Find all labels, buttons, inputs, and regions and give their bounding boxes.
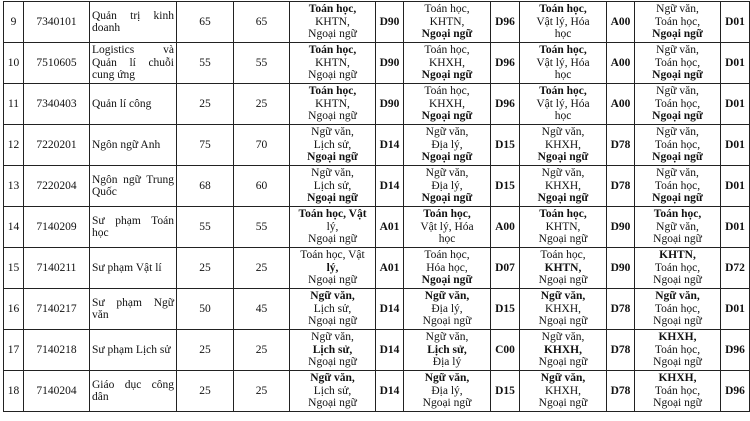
combo-4-code: D01 [721,166,750,207]
subject-line: Toán học, [654,56,701,69]
major-code: 7140204 [24,371,90,412]
table-row [4,248,750,289]
table-row [4,207,750,248]
combo-2-code: D15 [491,166,520,207]
subject-line: Ngoại ngữ [422,315,472,328]
subject-line: KHTN, [545,220,581,233]
subject-line: Lịch sử, [312,343,353,356]
quota-exam: 25 [234,84,290,125]
subject-line: Địa lý, [431,138,463,151]
quota-total: 75 [177,125,234,166]
major-name: Ngôn ngữ Anh [90,125,177,166]
subject-line: Ngoại ngữ [652,151,703,164]
combo-3-code: D78 [607,330,635,371]
quota-total: 25 [177,84,234,125]
quota-total: 65 [177,2,234,43]
row-number: 14 [4,207,24,248]
subject-line: Ngữ văn, [425,126,469,139]
table-row [4,125,750,166]
combo-2-subjects [404,330,491,371]
quota-total: 68 [177,166,234,207]
subject-line: KHXH, [544,179,582,192]
row-number: 18 [4,371,24,412]
quota-total: 50 [177,289,234,330]
major-code: 7220204 [24,166,90,207]
subject-line: Ngoại ngữ [652,28,703,41]
subject-line: Ngoại ngữ [653,397,702,410]
subject-line: Ngoại ngữ [538,274,588,287]
combo-4-subjects [635,289,721,330]
combo-1-code: D14 [376,330,404,371]
subject-line: Ngoại ngữ [652,110,703,123]
table-row [4,166,750,207]
major-name: Sư phạm Lịch sử [90,330,177,371]
subject-line: Ngoại ngữ [308,233,357,246]
subject-line: Toán học, [424,85,470,98]
combo-4-subjects [635,166,721,207]
subject-line: Ngữ văn, [656,126,699,139]
combo-1-code: D90 [376,84,404,125]
major-name: Ngôn ngữ Trung Quốc [90,166,177,207]
subject-line: Ngữ văn, [655,290,700,303]
row-number: 10 [4,43,24,84]
combo-3-code: A00 [607,2,635,43]
combo-1-subjects [290,330,376,371]
subject-line: Ngoại ngữ [538,356,588,369]
major-code: 7510605 [24,43,90,84]
quota-exam: 25 [234,330,290,371]
subject-line: Lịch sử, [313,138,352,151]
combo-1-subjects [290,166,376,207]
subject-line: Toán học, [539,3,587,16]
subject-line: KHXH, [428,56,466,69]
subject-line: KHXH, [658,331,697,344]
row-number: 11 [4,84,24,125]
subject-line: Ngữ văn, [425,167,469,180]
combo-3-code: D78 [607,289,635,330]
subject-line: Ngoại ngữ [537,151,589,164]
subject-line: Ngoại ngữ [652,192,703,205]
combo-1-subjects [290,248,376,289]
subject-line: Lịch sử, [313,179,352,192]
subject-line: Ngoại ngữ [308,397,357,410]
combo-3-code: D90 [607,207,635,248]
subject-line: KHXH, [544,302,582,315]
major-code: 7140209 [24,207,90,248]
major-code: 7340403 [24,84,90,125]
combo-3-subjects [520,371,607,412]
quota-total: 55 [177,43,234,84]
combo-3-subjects [520,248,607,289]
subject-line: Ngữ văn, [541,126,585,139]
combo-1-subjects [290,125,376,166]
table-row [4,330,750,371]
subject-line: Ngữ văn, [656,85,699,98]
subject-line: học [438,233,456,246]
subject-line: Ngoại ngữ [653,274,702,287]
combo-3-code: D78 [607,125,635,166]
subject-line: Ngữ văn, [311,331,354,344]
combo-1-code: A01 [376,207,404,248]
quota-exam: 25 [234,248,290,289]
subject-line: học [554,69,572,82]
subject-line: Toán học, [308,44,357,57]
combo-2-subjects [404,125,491,166]
subject-line: KHXH, [658,372,697,385]
major-name: Sư phạm Toán học [90,207,177,248]
row-number: 17 [4,330,24,371]
row-number: 12 [4,125,24,166]
subject-line: KHXH, [544,138,582,151]
subject-line: Ngoại ngữ [421,110,473,123]
subject-line: Ngữ văn, [425,331,469,344]
combo-4-code: D01 [721,207,750,248]
subject-line: Ngoại ngữ [653,233,702,246]
combo-2-code: A00 [491,207,520,248]
combo-1-subjects [290,84,376,125]
subject-line: Toán học, [423,208,471,221]
quota-exam: 65 [234,2,290,43]
combo-3-code: D78 [607,371,635,412]
major-name: Sư phạm Vật lí [90,248,177,289]
subject-line: Ngoại ngữ [421,192,473,205]
subject-line: Ngoại ngữ [653,356,702,369]
combo-4-code: D01 [721,2,750,43]
subject-line: Ngữ văn, [311,126,354,139]
combo-3-code: A00 [607,84,635,125]
combo-1-code: D14 [376,125,404,166]
combo-1-subjects [290,2,376,43]
subject-line: lý, [326,261,339,274]
quota-total: 25 [177,371,234,412]
subject-line: Ngữ văn, [424,372,470,385]
combo-4-code: D01 [721,43,750,84]
combo-4-code: D01 [721,125,750,166]
subject-line: Ngoại ngữ [537,192,589,205]
combo-1-code: D90 [376,2,404,43]
combo-4-subjects [635,371,721,412]
combo-4-code: D96 [721,371,750,412]
subject-line: Ngoại ngữ [421,28,473,41]
combo-1-subjects [290,43,376,84]
subject-line: Lịch sử, [313,302,352,315]
subject-line: KHTN, [315,97,350,110]
combo-1-subjects [290,371,376,412]
combo-2-code: D96 [491,43,520,84]
combo-3-subjects [520,2,607,43]
table-row [4,43,750,84]
subject-line: Ngoại ngữ [308,315,357,328]
quota-exam: 45 [234,289,290,330]
subject-line: Ngữ văn, [541,167,585,180]
combo-3-subjects [520,43,607,84]
subject-line: Ngữ văn, [424,290,470,303]
subject-line: Ngoại ngữ [308,274,357,287]
subject-line: Vật lý, Hóa [536,15,590,28]
subject-line: Toán học, [424,44,470,57]
subject-line: KHTN, [429,15,465,28]
subject-line: Ngữ văn, [540,290,586,303]
subject-line: Ngữ văn, [540,372,586,385]
combo-3-code: A00 [607,43,635,84]
subject-line: Hóa học, [426,261,468,274]
major-name: Giáo dục công dân [90,371,177,412]
combo-4-code: D96 [721,330,750,371]
major-name: Sư phạm Ngữ văn [90,289,177,330]
subject-line: Toán học, [654,97,701,110]
combo-4-code: D72 [721,248,750,289]
quota-total: 55 [177,207,234,248]
combo-3-subjects [520,166,607,207]
quota-total: 25 [177,330,234,371]
subject-line: KHXH, [428,97,466,110]
subject-line: Toán học, [654,261,701,274]
subject-line: Ngoại ngữ [308,110,357,123]
subject-line: Vật lý, Hóa [536,56,590,69]
subject-line: Ngữ văn, [656,44,699,57]
combo-2-subjects [404,84,491,125]
subject-line: Ngoại ngữ [538,397,588,410]
combo-2-code: D96 [491,84,520,125]
subject-line: Ngoại ngữ [652,69,703,82]
subject-line: Ngữ văn, [311,167,354,180]
subject-line: Toán học, [654,384,701,397]
combo-2-code: C00 [491,330,520,371]
subject-line: Ngoại ngữ [308,69,357,82]
subject-line: Ngữ văn, [541,331,585,344]
subject-line: Lịch sử, [427,343,467,356]
combo-4-subjects [635,207,721,248]
major-name: Quản lí công [90,84,177,125]
subject-line: Toán học, [308,3,357,16]
subject-line: Toán học, [654,15,701,28]
combo-4-subjects [635,43,721,84]
combo-2-subjects [404,248,491,289]
subject-line: Ngoại ngữ [421,151,473,164]
subject-line: Toán học, [654,179,701,192]
table-row [4,84,750,125]
combo-1-code: D14 [376,166,404,207]
combo-4-code: D01 [721,84,750,125]
combo-1-code: D14 [376,371,404,412]
row-number: 9 [4,2,24,43]
subject-line: Toán học, [540,249,586,262]
combo-4-subjects [635,2,721,43]
combo-1-code: D90 [376,43,404,84]
combo-4-subjects [635,125,721,166]
subject-line: Toán học, [653,208,702,221]
subject-line: Ngoại ngữ [308,356,357,369]
table-row [4,289,750,330]
subject-line: KHTN, [315,56,350,69]
subject-line: Toán học, Vật [298,208,367,221]
subject-line: Toán học, [308,85,357,98]
combo-2-code: D07 [491,248,520,289]
combo-2-code: D15 [491,371,520,412]
major-code: 7140218 [24,330,90,371]
subject-line: học [554,28,572,41]
subject-line: Toán học, [539,44,587,57]
subject-line: Toán học, Vật [300,249,365,262]
quota-exam: 60 [234,166,290,207]
subject-line: Ngoại ngữ [421,274,473,287]
quota-total: 25 [177,248,234,289]
combo-2-code: D15 [491,125,520,166]
subject-line: KHXH, [543,343,582,356]
subject-line: Toán học, [539,85,587,98]
combo-3-subjects [520,330,607,371]
combo-2-subjects [404,166,491,207]
combo-1-code: D14 [376,289,404,330]
major-code: 7140211 [24,248,90,289]
subject-line: Toán học, [539,208,587,221]
subject-line: Toán học, [424,3,470,16]
subject-line: Địa lý [432,356,462,369]
subject-line: Ngoại ngữ [307,192,358,205]
combo-4-subjects [635,248,721,289]
table-row [4,2,750,43]
subject-line: Địa lý, [431,302,463,315]
subject-line: Ngữ văn, [656,220,699,233]
subject-line: Vật lý, Hóa [420,220,474,233]
combo-3-subjects [520,84,607,125]
subject-line: Ngoại ngữ [538,233,588,246]
major-name: Logistics và Quản lí chuỗi cung ứng [90,43,177,84]
combo-2-subjects [404,2,491,43]
subject-line: Toán học, [654,138,701,151]
table-row [4,371,750,412]
subject-line: học [554,110,572,123]
row-number: 15 [4,248,24,289]
quota-exam: 70 [234,125,290,166]
subject-line: Lịch sử, [313,384,352,397]
subject-line: Địa lý, [431,384,463,397]
subject-line: KHXH, [544,384,582,397]
major-code: 7220201 [24,125,90,166]
subject-line: KHTN, [315,15,350,28]
major-code: 7340101 [24,2,90,43]
subject-line: Ngoại ngữ [308,28,357,41]
combo-4-subjects [635,330,721,371]
subject-line: KHTN, [544,261,582,274]
quota-exam: 55 [234,43,290,84]
subject-line: Vật lý, Hóa [536,97,590,110]
subject-line: Ngữ văn, [310,372,355,385]
combo-1-subjects [290,289,376,330]
subject-line: lý, [326,220,339,233]
quota-exam: 25 [234,371,290,412]
subject-line: Ngữ văn, [656,3,699,16]
subject-line: Ngữ văn, [656,167,699,180]
subject-line: Ngoại ngữ [307,151,358,164]
combo-2-code: D15 [491,289,520,330]
combo-2-code: D96 [491,2,520,43]
subject-line: Ngoại ngữ [538,315,588,328]
combo-4-code: D01 [721,289,750,330]
subject-line: Ngoại ngữ [421,69,473,82]
combo-2-subjects [404,371,491,412]
combo-1-code: A01 [376,248,404,289]
major-code: 7140217 [24,289,90,330]
combo-3-code: D90 [607,248,635,289]
row-number: 13 [4,166,24,207]
subject-line: KHTN, [659,249,696,262]
subject-line: Toán học, [654,302,701,315]
subject-line: Địa lý, [431,179,463,192]
subject-line: Ngữ văn, [310,290,355,303]
row-number: 16 [4,289,24,330]
combo-2-subjects [404,289,491,330]
combo-3-subjects [520,207,607,248]
combo-4-subjects [635,84,721,125]
combo-3-code: D78 [607,166,635,207]
combo-2-subjects [404,43,491,84]
major-name: Quản trị kinh doanh [90,2,177,43]
combo-2-subjects [404,207,491,248]
table-body [4,2,750,412]
subject-line: Toán học, [654,343,701,356]
quota-exam: 55 [234,207,290,248]
combo-3-subjects [520,125,607,166]
combo-1-subjects [290,207,376,248]
admissions-table [3,1,750,412]
combo-3-subjects [520,289,607,330]
subject-line: Ngoại ngữ [653,315,702,328]
subject-line: Toán học, [424,249,470,262]
subject-line: Ngoại ngữ [422,397,472,410]
